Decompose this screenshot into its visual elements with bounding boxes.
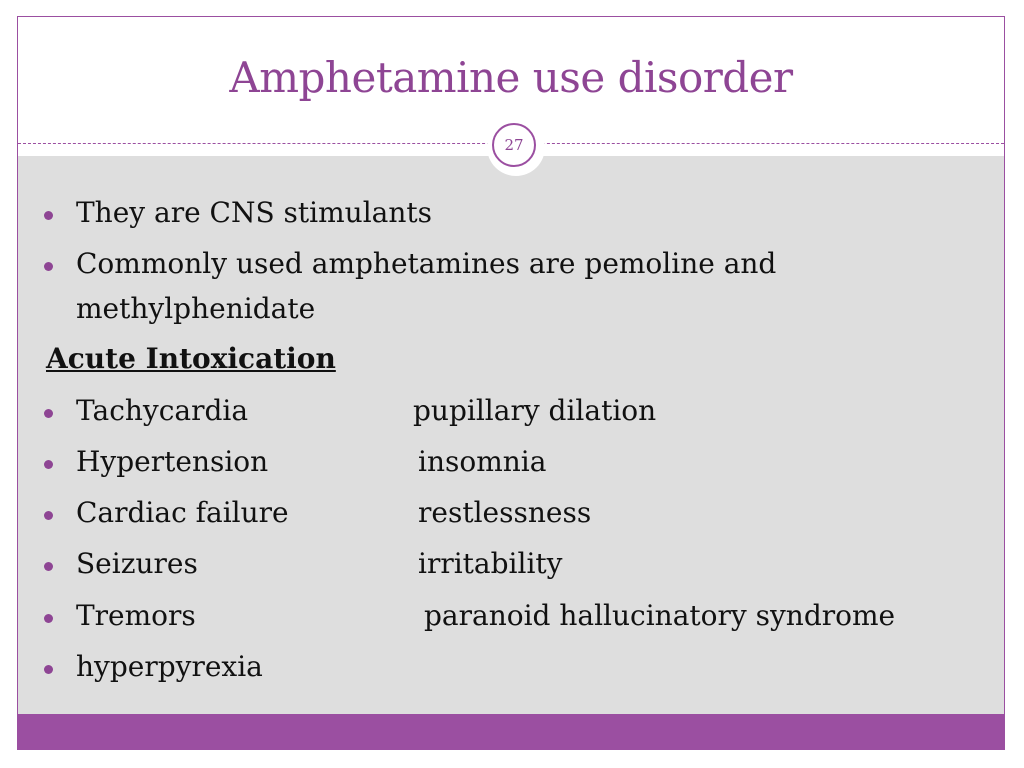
bullet-dot-icon: [44, 511, 53, 520]
symptom-left: hyperpyrexia: [76, 650, 263, 683]
symptom-right: irritability: [418, 547, 563, 580]
bullet-item: [18, 242, 1004, 292]
page-number-badge: [492, 123, 536, 167]
symptom-left: Tremors: [76, 599, 196, 632]
bullet-dot-icon: [44, 262, 53, 271]
symptom-row: [18, 645, 1004, 695]
bullet-dot-icon: [44, 409, 53, 418]
symptom-row: [18, 594, 1004, 644]
bullet-continuation: [18, 287, 1004, 337]
slide: [17, 16, 1005, 750]
symptom-right: restlessness: [418, 496, 592, 529]
symptom-row: [18, 491, 1004, 541]
symptom-left: Cardiac failure: [76, 496, 289, 529]
symptom-row: [18, 440, 1004, 490]
slide-title: Amphetamine use disorder: [229, 53, 793, 102]
bullet-dot-icon: [44, 614, 53, 623]
bullet-dot-icon: [44, 562, 53, 571]
symptom-left: Tachycardia: [76, 394, 249, 427]
symptom-left: Seizures: [76, 547, 198, 580]
symptom-row: [18, 542, 1004, 592]
symptom-right: insomnia: [418, 445, 547, 478]
bullet-dot-icon: [44, 460, 53, 469]
bullet-text: methylphenidate: [76, 292, 316, 325]
section-heading: Acute Intoxication: [46, 342, 336, 375]
bullet-text: They are CNS stimulants: [76, 196, 433, 229]
section-heading-row: [18, 337, 1004, 387]
symptom-right: paranoid hallucinatory syndrome: [424, 599, 896, 632]
bullet-text: Commonly used amphetamines are pemoline and: [76, 247, 777, 280]
footer-bar: [18, 714, 1004, 749]
symptom-left: Hypertension: [76, 445, 269, 478]
symptom-right: pupillary dilation: [413, 394, 657, 427]
bullet-dot-icon: [44, 211, 53, 220]
page-number: 27: [504, 136, 524, 154]
bullet-item: [18, 191, 1004, 241]
bullet-dot-icon: [44, 665, 53, 674]
symptom-row: [18, 389, 1004, 439]
